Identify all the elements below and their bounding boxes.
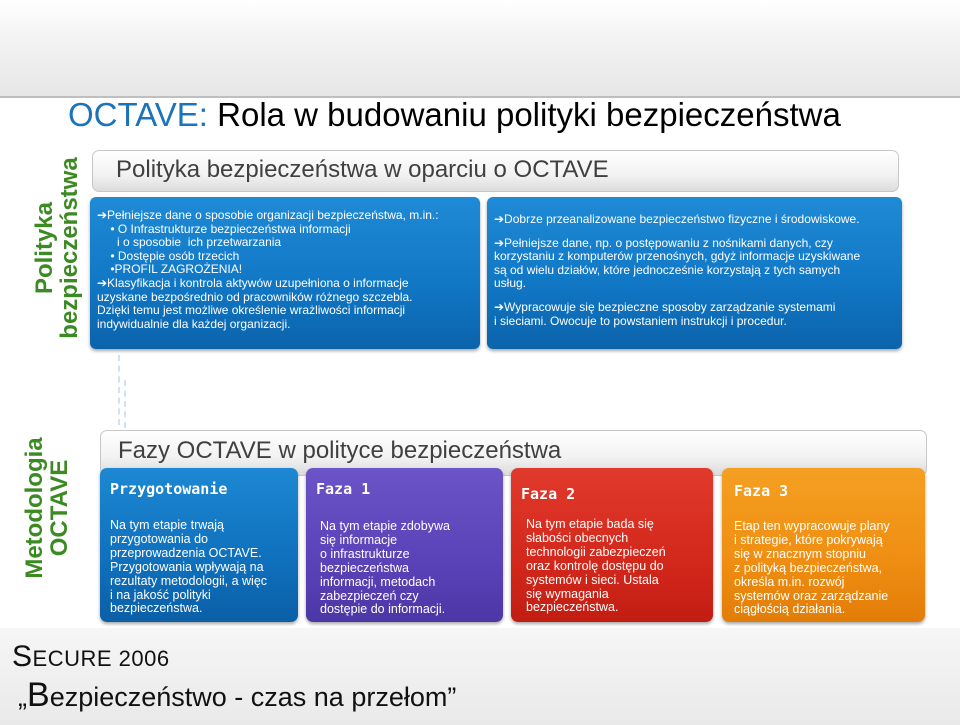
text-line: ➔Klasyfikacja i kontrola aktywów uzupełniona o informacje (97, 275, 409, 290)
policy-info-box-left (90, 197, 480, 349)
text-line: Na tym etapie trwają (110, 518, 224, 532)
text-line: informacji, metodach (320, 574, 436, 589)
section-title-policy: Polityka bezpieczeństwa w oparciu o OCTAVE (116, 156, 609, 183)
policy-info-left-text (97, 209, 472, 331)
text-line: Przygotowania wpływają na (110, 559, 264, 574)
decor-stripe (124, 380, 126, 428)
text-line: Dzięki temu jest możliwe określenie wrażliwości informacji (97, 303, 406, 318)
footer-slogan (18, 676, 456, 715)
side-label-methodology-line1: Metodologia (21, 437, 48, 579)
slogan-rest: ezpieczeństwo - czas na przełom (49, 682, 448, 712)
text-line: się wymagania (526, 586, 609, 601)
text-line: określa m.in. rozwój (734, 574, 845, 589)
text-line: ➔Wypracowuje się bezpieczne sposoby zarządzanie systemami (494, 299, 836, 314)
phase-title: Faza 3 (734, 482, 789, 500)
brand-year: 2006 (112, 646, 170, 671)
phase-card-3 (722, 468, 925, 622)
decor-stripe (118, 355, 120, 425)
text-line: systemów i sieci. Ustala (526, 572, 659, 587)
side-label-methodology (22, 408, 82, 608)
phase-title: Faza 2 (521, 485, 576, 503)
text-line: uzyskane bezpośrednio od pracowników różnego szczebla. (97, 289, 413, 304)
slide-title (68, 96, 841, 134)
phase-title: Przygotowanie (110, 480, 228, 498)
text-line: rezultaty metodologii, a więc (110, 573, 268, 588)
side-label-policy (32, 148, 92, 348)
text-line: zabezpieczeń czy (320, 588, 419, 603)
phase-description (526, 518, 707, 615)
text-line: indywidualnie dla każdej organizacji. (97, 316, 291, 331)
text-line: się w znacznym stopniu (734, 546, 867, 561)
phase-card-1 (306, 468, 503, 622)
side-label-policy-line2: bezpieczeństwa (56, 157, 84, 339)
brand-rest: ECURE (32, 646, 113, 671)
slogan-initial: B (27, 676, 50, 714)
side-label-policy-line1: Polityka (31, 201, 58, 295)
text-line: korzystaniu z komputerów przenośnych, gdyż informacje uzyskiwane (494, 249, 861, 264)
text-line: ➔Pełniejsze dane o sposobie organizacji bezpieczeństwa, m.in.: (97, 208, 439, 222)
text-line: •PROFIL ZAGROŻENIA! (97, 262, 243, 277)
text-line: dostępie do informacji. (320, 602, 446, 617)
text-line: Na tym etapie zdobywa (320, 519, 450, 533)
text-line: bezpieczeństwa. (526, 600, 619, 615)
policy-info-box-right (487, 197, 902, 349)
text-line: Na tym etapie bada się (526, 517, 654, 531)
phase-card-preparation (100, 468, 298, 622)
side-label-methodology-line2: OCTAVE (46, 459, 74, 557)
text-line: Etap ten wypracowuje plany (734, 519, 890, 533)
text-line: z polityką bezpieczeństwa, (734, 560, 882, 575)
slogan-open-quote: „ (18, 682, 27, 712)
text-line: technologii zabezpieczeń (526, 544, 666, 559)
text-line: się informacje (320, 532, 398, 547)
text-line: ➔Pełniejsze dane, np. o postępowaniu z nośnikami danych, czy (494, 235, 833, 250)
header-band (0, 0, 960, 96)
text-line: o infrastrukturze (320, 546, 410, 561)
text-line: oraz kontrolę dostępu do (526, 558, 664, 573)
text-line: • Dostępie osób trzecich (97, 248, 240, 263)
text-line: bezpieczeństwa. (110, 601, 203, 616)
slide-title-accent: OCTAVE: (68, 96, 208, 133)
policy-info-right-text (494, 213, 894, 328)
text-line: i strategie, które pokrywają (734, 532, 883, 547)
text-line: ➔Dobrze przeanalizowane bezpieczeństwo fizyczne i środowiskowe. (494, 212, 860, 226)
text-line: przeprowadzenia OCTAVE. (110, 545, 262, 560)
phase-description (110, 519, 292, 616)
text-line: ciągłością działania. (734, 602, 846, 617)
phase-description (320, 520, 497, 617)
slide-title-rest: Rola w budowaniu polityki bezpieczeństwa (207, 96, 841, 133)
text-line: bezpieczeństwa (320, 560, 409, 575)
text-line: przygotowania do (110, 531, 208, 546)
footer-brand (12, 640, 170, 674)
phase-description (734, 520, 919, 617)
text-line: • O Infrastrukturze bezpieczeństwa informacji (97, 221, 351, 236)
slogan-close-quote: ” (447, 682, 457, 712)
text-line: i na jakość polityki (110, 587, 211, 602)
section-title-phases: Fazy OCTAVE w polityce bezpieczeństwa (118, 437, 562, 464)
text-line: są od wielu działów, które jednocześnie korzystają z tych samych (494, 262, 841, 277)
text-line: i o sposobie ich przetwarzania (97, 235, 282, 250)
text-line: systemów oraz zarządzanie (734, 588, 889, 603)
text-line: usług. (494, 276, 527, 291)
phase-card-2 (511, 468, 713, 622)
brand-initial: S (12, 640, 33, 673)
text-line: i sieciami. Owocuje to powstaniem instrukcji i procedur. (494, 313, 787, 328)
phase-title: Faza 1 (316, 480, 371, 498)
text-line: słabości obecnych (526, 530, 629, 545)
